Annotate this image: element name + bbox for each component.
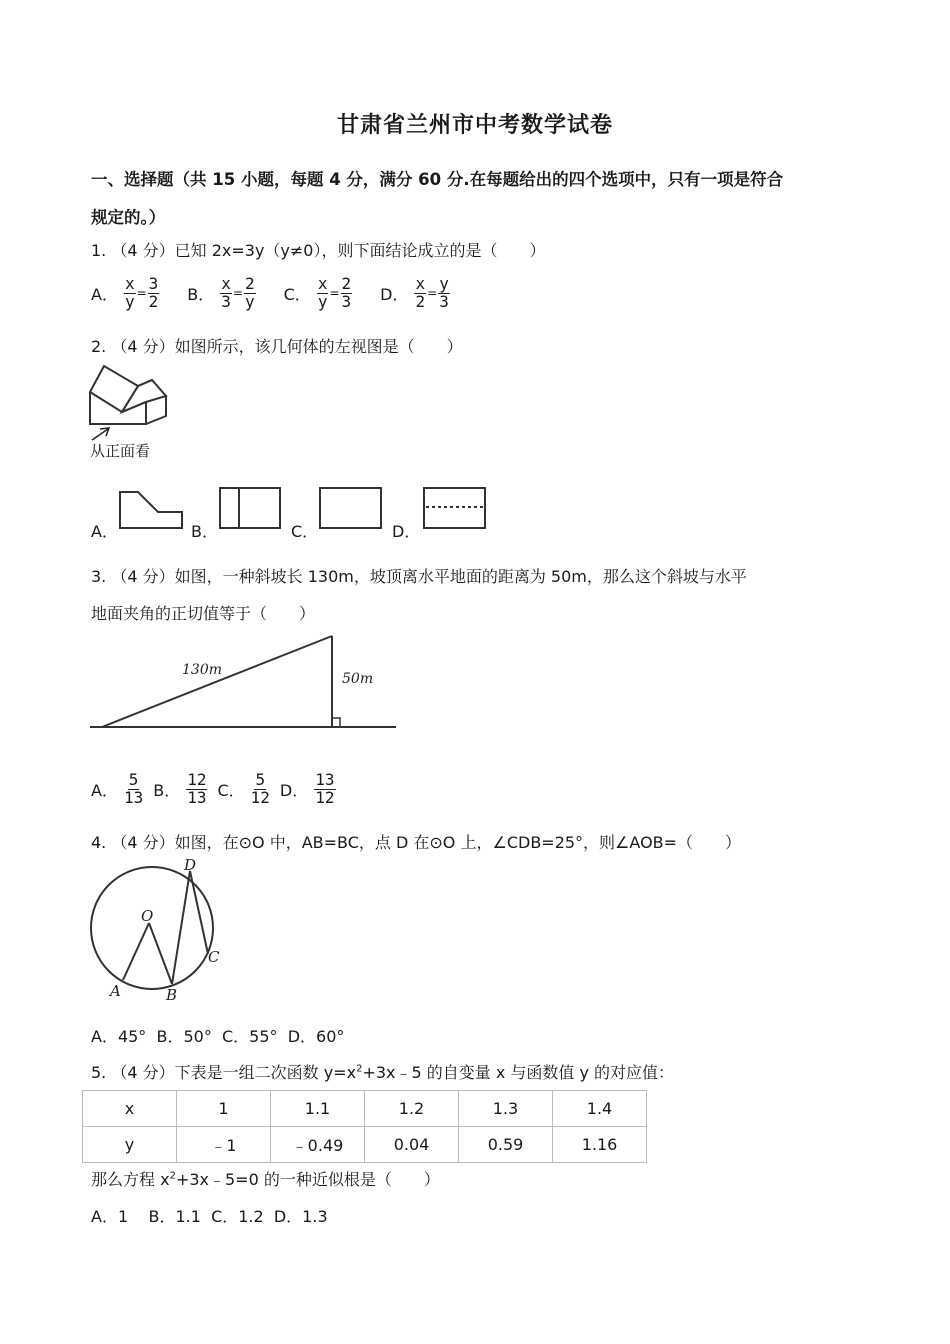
q3-option-b-label: B． (153, 780, 181, 800)
section-heading-line2: 规定的。） (91, 208, 166, 227)
q5-value-table (82, 1090, 647, 1163)
q4-label-b: B (166, 986, 178, 1004)
q3-option-b-frac: $\frac{12}{13}$ (187, 770, 207, 807)
q2-option-d-figure (422, 486, 488, 532)
q2-option-c-label: C． (291, 522, 319, 541)
q4-options: A．45° B．50° C．55° D．60° (91, 1027, 345, 1046)
q5-stem: 5. （4 分）下表是一组二次函数 $y=x^2+3x﹣5$ 的自变量 x 与函数值 y 的对应值： (91, 1063, 675, 1082)
q3-stem-line1: 3. （4 分）如图，一种斜坡长 130m，坡顶离水平地面的距离为 50m，那么这个斜坡与水平 (91, 567, 747, 586)
q2-option-b-figure (218, 486, 282, 532)
q1-option-a-frac1: $\frac{x}{y}$ (124, 274, 135, 311)
q3-option-a-label: A． (91, 780, 118, 800)
q3-slope-label: 130m (182, 662, 222, 678)
q1-option-d-frac2: $\frac{y}{3}$ (439, 274, 449, 311)
q1-option-d-frac1: $\frac{x}{2}$ (415, 274, 426, 311)
q1-stem: 1. （4 分）已知 2x=3y（y≠0），则下面结论成立的是（ ） (91, 241, 546, 260)
q3-options (91, 772, 336, 807)
q1-option-d-label: D． (380, 284, 409, 304)
q4-label-d: D (184, 856, 197, 874)
q1-option-c-frac2: $\frac{2}{3}$ (341, 274, 352, 311)
q5-follow-up: 那么方程 $x^2+3x﹣5=0$ 的一种近似根是（ ） (91, 1170, 440, 1189)
q2-figure-caption: 从正面看 (90, 442, 151, 460)
q1-option-a-label: A． (91, 284, 118, 304)
q3-option-d-label: D． (279, 780, 309, 800)
q4-label-o: O (141, 907, 154, 925)
q1-option-b-frac2: $\frac{2}{y}$ (244, 274, 255, 311)
q2-option-b-label: B． (191, 522, 218, 541)
q1-option-b-label: B． (187, 284, 215, 304)
q2-option-a-label: A． (91, 522, 118, 541)
q3-option-a-frac: $\frac{5}{13}$ (123, 770, 144, 807)
q1-option-b-frac1: $\frac{x}{3}$ (221, 274, 231, 311)
q4-label-c: C (208, 948, 220, 966)
q3-option-c-label: C． (217, 780, 245, 800)
section-heading-line1: 一、选择题（共 15 小题，每题 4 分，满分 60 分.在每题给出的四个选项中，只有一项是符合 (91, 170, 784, 189)
table-row: y ﹣1 ﹣0.49 0.04 0.59 1.16 (83, 1127, 647, 1163)
q4-circle-figure (86, 856, 226, 1004)
q1-options: A． $\frac{x}{y}$ = $\frac{3}{2}$ B． $\frac{x}{3}$ = $\frac{2}{y}$ C． $\frac{x}{y}$ = $\frac{2}{3}$ D． $\frac{x}{2}$ = $\frac{y}{3}$ (91, 274, 449, 311)
q1-option-a-frac2: $\frac{3}{2}$ (148, 274, 159, 311)
table-row: x 1 1.1 1.2 1.3 1.4 (83, 1091, 647, 1127)
q5-options: A．1 B．1.1 C．1.2 D．1.3 (91, 1207, 328, 1226)
q2-option-a-figure (118, 490, 184, 532)
q3-option-c-frac: $\frac{5}{12}$ (250, 770, 270, 807)
q4-label-a: A (110, 982, 121, 1000)
q2-option-d-label: D． (392, 522, 421, 541)
q2-solid-figure (86, 362, 176, 432)
q1-option-c-frac1: $\frac{x}{y}$ (317, 274, 328, 311)
q3-stem-line2: 地面夹角的正切值等于（ ） (91, 604, 316, 623)
q4-stem: 4. （4 分）如图，在⊙O 中，AB=BC，点 D 在⊙O 上，∠CDB=25°，则∠AOB=（ ） (91, 833, 742, 852)
q2-option-c-figure (318, 486, 384, 532)
page-title: 甘肃省兰州市中考数学试卷 (336, 112, 613, 138)
q1-option-c-label: C． (283, 284, 311, 304)
q2-stem: 2. （4 分）如图所示，该几何体的左视图是（ ） (91, 337, 463, 356)
q3-slope-figure (88, 632, 400, 736)
q3-height-label: 50m (342, 671, 374, 687)
q3-option-d-frac: $\frac{13}{12}$ (315, 770, 335, 807)
